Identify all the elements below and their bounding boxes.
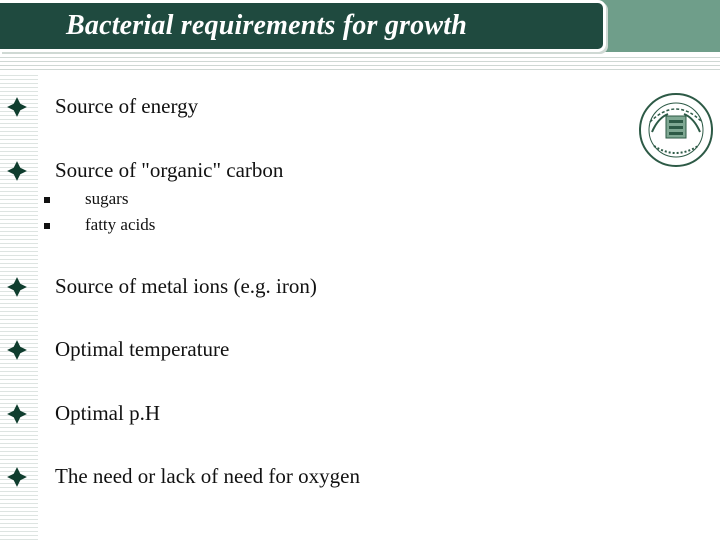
slide-title: Bacterial requirements for growth: [66, 10, 467, 41]
diamond-flower-bullet-icon: [6, 466, 28, 488]
title-box: [0, 0, 606, 52]
diamond-flower-bullet-icon: [6, 96, 28, 118]
university-seal-logo: [638, 92, 714, 168]
square-bullet-icon: [44, 197, 50, 203]
bullet-text: The need or lack of need for oxygen: [55, 464, 360, 488]
square-bullet-icon: [44, 223, 50, 229]
list-item: [6, 463, 360, 491]
sub-bullet-text: fatty acids: [85, 215, 156, 234]
bullet-text: Source of energy: [55, 94, 199, 118]
sub-list-item: [44, 214, 156, 236]
bullet-text: Source of "organic" carbon: [55, 158, 284, 182]
list-item: [6, 93, 199, 121]
diamond-flower-bullet-icon: [6, 403, 28, 425]
diamond-flower-bullet-icon: [6, 160, 28, 182]
list-item: [6, 400, 160, 428]
bullet-text: Optimal p.H: [55, 401, 160, 425]
list-item: [6, 157, 284, 185]
sub-list-item: [44, 188, 129, 210]
diamond-flower-bullet-icon: [6, 276, 28, 298]
bullet-text: Source of metal ions (e.g. iron): [55, 274, 317, 298]
diamond-flower-bullet-icon: [6, 339, 28, 361]
decorative-stripes: [0, 54, 720, 72]
bullet-text: Optimal temperature: [55, 337, 230, 361]
list-item: [6, 336, 230, 364]
sub-bullet-text: sugars: [85, 189, 129, 208]
list-item: [6, 273, 317, 301]
